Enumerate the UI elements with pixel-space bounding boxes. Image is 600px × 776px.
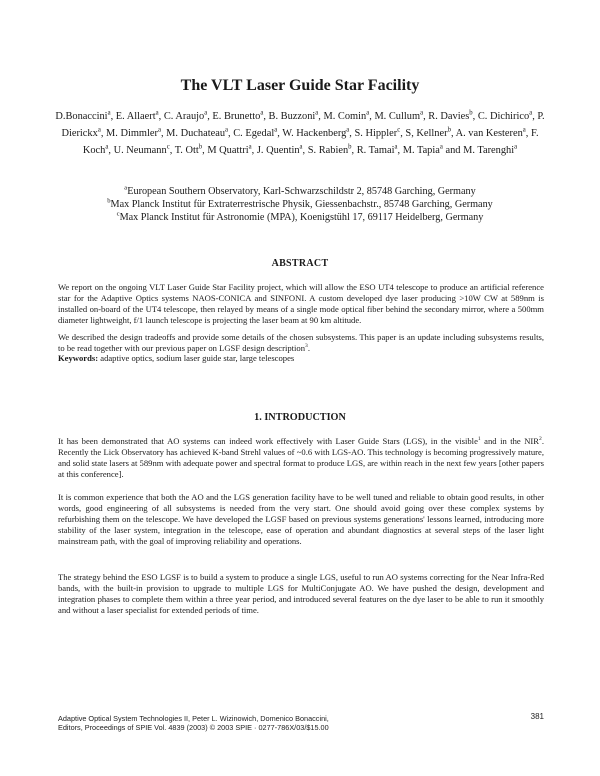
author [233,128,277,139]
affiliation-mark: b [107,197,111,205]
author [116,111,159,122]
abstract-paragraph-2-end: . [307,342,310,353]
author-name: S. Rabien [307,145,349,156]
paper-title: The VLT Laser Guide Star Facility [180,77,420,94]
author-affiliation-mark: a [260,109,264,117]
author-name: C. Araujo [163,111,205,122]
author-affiliation-mark: a [522,126,526,134]
author-affiliation-mark: c [397,126,401,134]
author-affiliation-mark: a [97,126,101,134]
author-name: M. Duchateau [166,128,226,139]
footer-line-1: Adaptive Optical System Technologies II, Peter L. Wizinowich, Domenico Bonaccini, [58,714,329,723]
author [166,128,228,139]
author [164,111,207,122]
author-name: R. Davies [428,111,470,122]
author-name: D.Bonaccini [55,111,108,122]
author-name: E. Brunetto [212,111,261,122]
abstract-heading: ABSTRACT [271,258,329,269]
author-affiliation-mark: a [529,109,533,117]
author-name: E. Allaert [115,111,156,122]
author-name: M. Tapia [402,145,440,156]
author-name: B. Buzzoni [268,111,316,122]
author [106,128,161,139]
author [207,145,251,156]
author-name: W. Hackenberg [282,128,347,139]
abstract-paragraph-2 [58,332,544,354]
reference-mark: 1 [477,436,481,443]
author [405,128,451,139]
author-name: M. Tarenghi [463,145,515,156]
intro-p1-part-b: and in the NIR [480,436,540,446]
author-name: M. Cullum [374,111,421,122]
keywords-line [58,353,544,364]
author [212,111,263,122]
author-affiliation-mark: c [166,143,170,151]
author-affiliation-mark: b [447,126,451,134]
author-affiliation-mark: b [469,109,473,117]
author [282,128,349,139]
author [357,145,398,156]
author-affiliation-mark: a [514,143,518,151]
author [324,111,370,122]
author [269,111,319,122]
author [403,145,443,156]
intro-paragraph-3: The strategy behind the ESO LGSF is to build a system to produce a single LGS, useful to run AO systems correcting for the Near Infra-Red bands, with the built-in provision to upgrade to multiple LGS for MultiConjugate AO. We have pushed the design, development and integration phases to complete them within a three year period, and introduced several features on the dye laser to be able to run it smoothly and without a laser specialist for extended periods of time. [58,572,544,615]
author [355,128,401,139]
author-name: U. Neumann [113,145,167,156]
author-affiliation-mark: a [105,143,109,151]
author-affiliation-mark: a [248,143,252,151]
author-name: C. Egedal [233,128,275,139]
footer-line-2: Editors, Proceedings of SPIE Vol. 4839 (2003) © 2003 SPIE · 0277-786X/03/$15.00 [58,723,329,733]
author-affiliation-mark: a [299,143,303,151]
affiliation-mark: c [116,210,120,218]
author [478,111,532,122]
keywords-text: adaptive optics, sodium laser guide star, large telescopes [98,353,295,363]
affiliation-text: Max Planck Institut für Astronomie (MPA), Koenigstühl 17, 69117 Heidelberg, Germany [119,212,484,223]
affiliation-mark: a [124,184,128,192]
author [55,111,110,122]
author-name: M. Comin [323,111,367,122]
author-affiliation-mark: a [439,143,443,151]
author-affiliation-mark: a [346,126,350,134]
affiliation [40,211,560,224]
author-name: P. Dierickx [61,111,545,139]
author-name: C. Dichirico [477,111,530,122]
author-name: A. van Kesteren [455,128,523,139]
author-name: M. Dimmler [106,128,158,139]
author [308,145,352,156]
author-affiliation-mark: a [420,109,424,117]
abstract-paragraph-1: We report on the ongoing VLT Laser Guide Star Facility project, which will allow the ESO UT4 telescope to produce an artificial reference star for the Adaptive Optics systems NAOS-CONICA and SINFONI. A custom developed dye laser producing >10W CW at 589nm is installed on-board of the UT4 telescope, then relayed by means of a single mode optical fiber behind the secondary mirror, where a 500mm diameter lightweight, f/1 launch telescope is projecting the laser beam at 90 km altitude. [58,282,544,325]
affiliation [40,185,560,198]
author [456,128,526,139]
author-affiliation-mark: a [394,143,398,151]
author-affiliation-mark: a [315,109,319,117]
author-affiliation-mark: a [204,109,208,117]
author [257,145,303,156]
author-affiliation-mark: a [274,126,278,134]
intro-p1-part-c: . Recently the Lick Observatory has achieved K-band Strehl values of ~0.6 with LGS-AO. This technology is becoming progressively mature, and solid state lasers at 589nm with adequate power and spectral format to produce LGS, are within reach in the next few years [other papers at this conference]. [58,436,544,479]
intro-paragraph-2: It is common experience that both the AO and the LGS generation facility have to be well tuned and reliable to obtain good results, in other words, good engineering of all subsystems is needed from the very start. One should avoid going over these complex systems by refurbishing them on the telescope. We have developed the LGSF based on previous systems generations' lessons learned, introducing more stability of the laser system, integration in the telescope, ease of operation and abundant diagnostics at several steps of the laser light mainstream path, with the goal of improving reliability and operations. [58,492,544,546]
proceedings-footer [58,714,488,733]
keywords-label: Keywords: [58,353,99,363]
author-name: S, Kellner [405,128,448,139]
author-name: R. Tamai [356,145,395,156]
author [463,145,517,156]
author-affiliation-mark: a [157,126,161,134]
abstract-paragraph-2-text: We described the design tradeoffs and provide some details of the chosen subsystems. This paper is an update including subsystems results, to be read together with our previous paper on LGSF design description [58,332,544,353]
author-affiliation-mark: a [107,109,111,117]
author-affiliation-mark: a [155,109,159,117]
author-affiliation-mark: a [225,126,229,134]
author-affiliation-mark: a [366,109,370,117]
affiliation-text: Max Planck Institut für Extraterrestrische Physik, Giessenbachstr., 85748 Garching, Germany [110,199,493,210]
section-heading-introduction: 1. INTRODUCTION [254,412,346,423]
reference-mark: 2 [539,436,542,443]
author-name: F. Koch [82,128,539,156]
author [175,145,202,156]
affiliation [40,198,560,211]
author-name: J. Quentin [256,145,300,156]
intro-p1-part-a: It has been demonstrated that AO systems can indeed work effectively with Laser Guide Stars (LGS), in the visible [58,436,478,446]
author-name: T. Ott [174,145,199,156]
author-affiliation-mark: b [348,143,352,151]
author-list: D.Bonaccini$^a$, E. Allaert$^a$, C. Araujo$^a$, E. Brunetto$^a$, B. Buzzoni$^a$, M. Comin$^a$, M. Cullum$^a$, R. Davies$^b$, C. Dichirico$^a$, P. Dierickx$^a$, M. Dimmler$^a$, M. Duchateau$^a$, C. Egedal$^a$, W. Hackenberg$^a$, S. Hippler$^c$, S, Kellner$^b$, A. van Kesteren$^a$, F. Koch$^a$, U. Neumann$^c$, T. Ott$^b$, M Quattri$^a$, J. Quentin$^a$, S. Rabien$^b$, R. Tamai$^a$, M. Tapia$^a$ and M. Tarenghi$^a$ [55,109,545,156]
author [374,111,423,122]
reference-mark: 3 [305,343,308,350]
affiliation-list [40,185,560,224]
author-name: S. Hippler [354,128,398,139]
author [114,145,170,156]
page-number: 381 [530,712,544,721]
author [428,111,472,122]
affiliation-text: European Southern Observatory, Karl-Schwarzschildstr 2, 85748 Garching, Germany [127,186,476,197]
author-name: M Quattri [207,145,249,156]
intro-paragraph-1 [58,436,544,480]
author-affiliation-mark: b [198,143,203,151]
